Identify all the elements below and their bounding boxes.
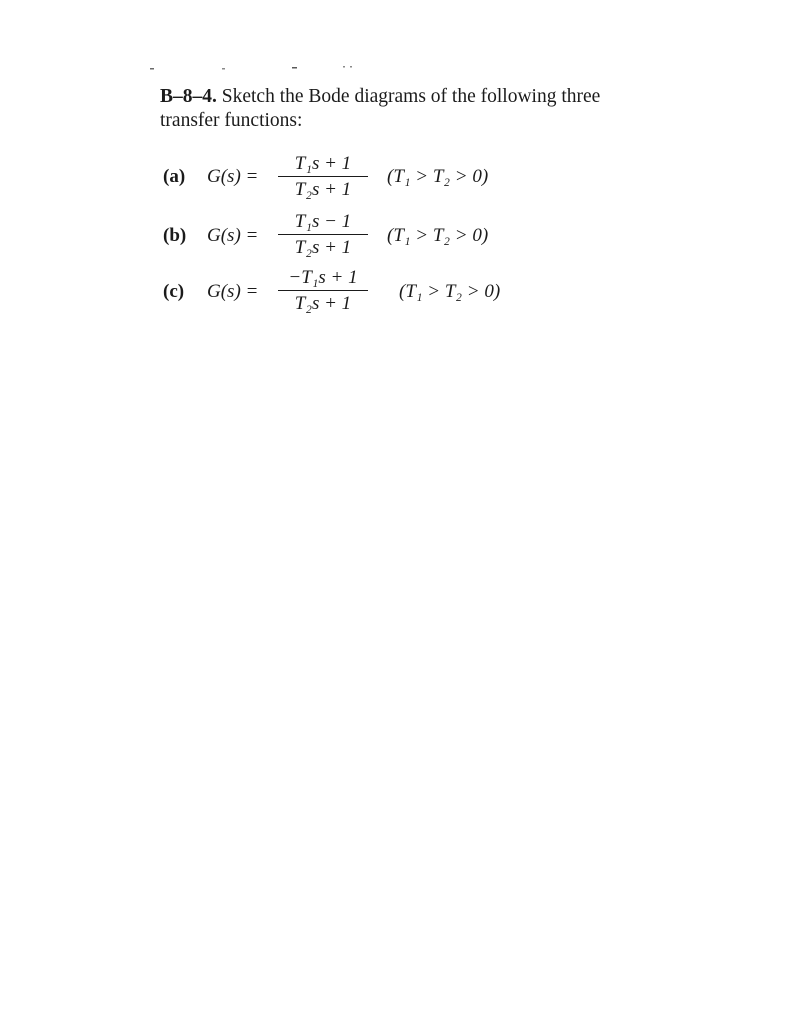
numerator: T₁s + 1	[294, 153, 352, 174]
transfer-function-fraction	[278, 210, 368, 260]
problem-text-line2: transfer functions:	[160, 110, 303, 131]
equation-lhs: G(s) =	[207, 225, 259, 246]
equation-b	[163, 210, 583, 262]
equation-lhs: G(s) =	[207, 281, 259, 302]
transfer-function-fraction	[278, 152, 368, 202]
fraction-bar	[278, 290, 368, 291]
problem-number: B–8–4.	[160, 86, 217, 107]
equation-label: (c)	[163, 281, 185, 302]
fraction-bar	[278, 234, 368, 235]
parameter-condition: (T₁ > T₂ > 0)	[399, 281, 501, 302]
denominator: T₂s + 1	[294, 179, 352, 201]
transfer-function-fraction	[278, 266, 368, 316]
equation-label: (b)	[163, 225, 187, 246]
parameter-condition: (T₁ > T₂ > 0)	[387, 166, 489, 187]
parameter-condition: (T₁ > T₂ > 0)	[387, 225, 489, 246]
equation-lhs: G(s) =	[207, 166, 259, 187]
fraction-bar	[278, 176, 368, 177]
numerator: −T₁s + 1	[288, 267, 358, 288]
equation-c	[163, 266, 583, 318]
equation-label: (a)	[163, 166, 186, 187]
problem-statement	[160, 85, 700, 133]
equation-a	[163, 152, 583, 204]
numerator: T₁s − 1	[294, 211, 352, 232]
problem-text-line1: Sketch the Bode diagrams of the following three	[216, 86, 601, 107]
denominator: T₂s + 1	[294, 293, 352, 315]
denominator: T₂s + 1	[294, 237, 352, 259]
